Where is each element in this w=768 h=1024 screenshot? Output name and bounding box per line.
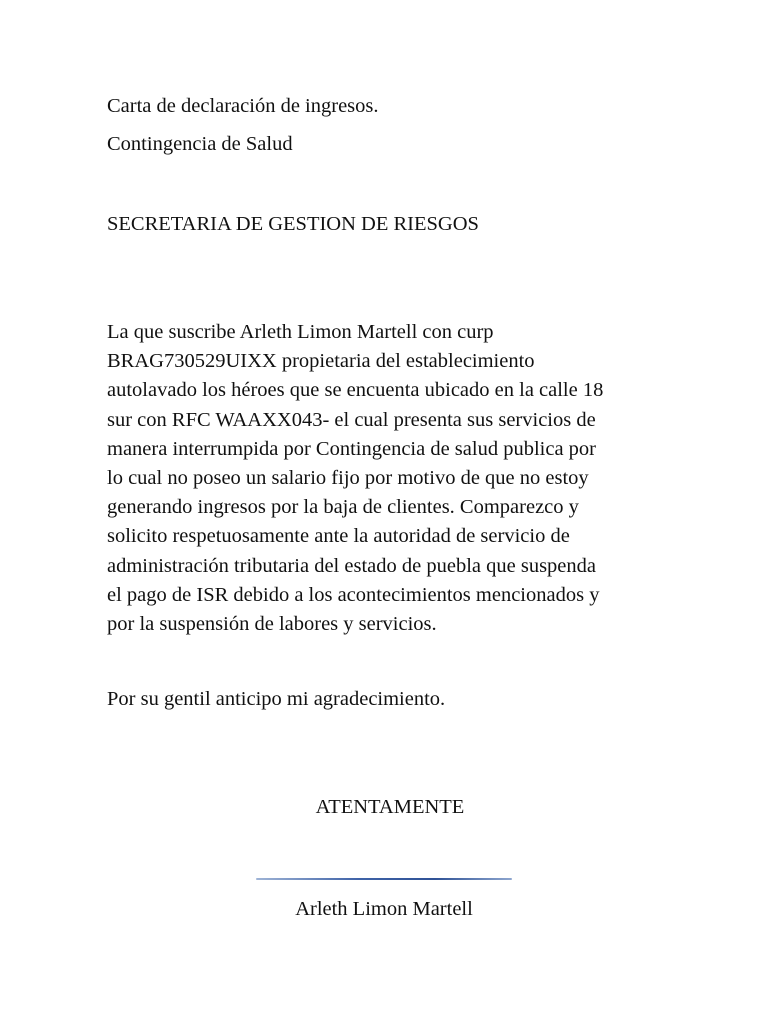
valediction: ATENTAMENTE: [315, 796, 465, 818]
signature-line: [256, 878, 512, 880]
letter-subtitle: Contingencia de Salud: [107, 133, 293, 155]
body-line: La que suscribe Arleth Limon Martell con curp: [107, 321, 494, 343]
body-line: por la suspensión de labores y servicios.: [107, 613, 437, 636]
body-line: autolavado los héroes que se encuenta ubicado en la calle 18: [107, 379, 604, 402]
body-paragraph: [107, 318, 667, 639]
closing-line: Por su gentil anticipo mi agradecimiento.: [107, 688, 446, 710]
addressee: SECRETARIA DE GESTION DE RIESGOS: [107, 213, 479, 235]
body-line: solicito respetuosamente ante la autoridad de servicio de: [107, 525, 570, 548]
body-line: manera interrumpida por Contingencia de salud publica por: [107, 437, 596, 460]
body-line: generando ingresos por la baja de clientes. Comparezco y: [107, 496, 579, 519]
body-line: sur con RFC WAAXX043- el cual presenta sus servicios de: [107, 408, 596, 431]
body-line: BRAG730529UIXX propietaria del establecimiento: [107, 350, 535, 373]
body-line: administración tributaria del estado de puebla que suspenda: [107, 554, 596, 577]
body-line: lo cual no poseo un salario fijo por motivo de que no estoy: [107, 467, 589, 490]
letter-title: Carta de declaración de ingresos.: [107, 95, 379, 117]
body-line: el pago de ISR debido a los acontecimientos mencionados y: [107, 583, 600, 606]
signer-name: Arleth Limon Martell: [295, 898, 473, 920]
